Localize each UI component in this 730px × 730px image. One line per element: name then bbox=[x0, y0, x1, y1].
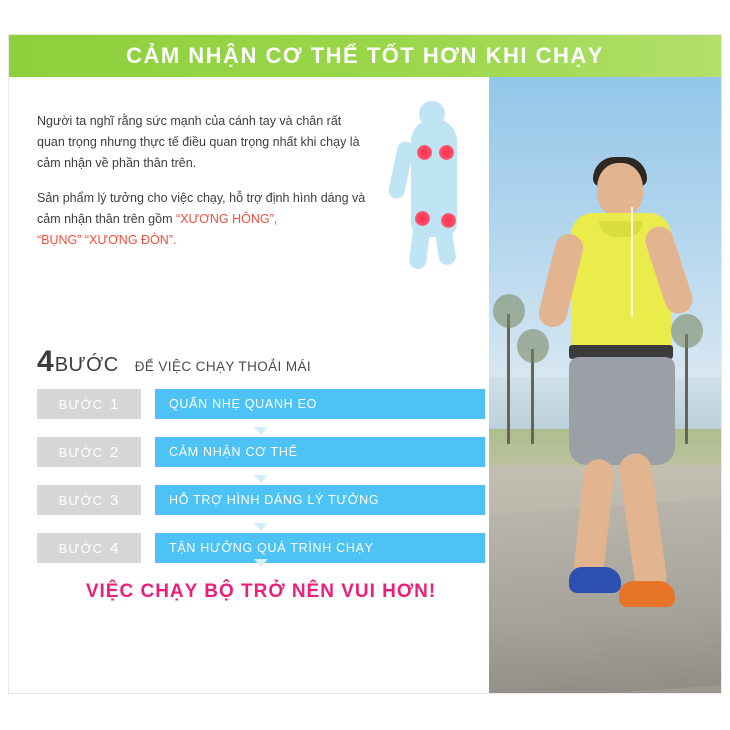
runner-shorts bbox=[569, 357, 675, 465]
down-arrow-icon bbox=[254, 427, 268, 435]
final-message: VIỆC CHẠY BỘ TRỞ NÊN VUI HƠN! bbox=[85, 581, 437, 602]
body-area bbox=[9, 77, 721, 694]
runner-head bbox=[597, 163, 643, 217]
step-badge-number: 1 bbox=[109, 395, 120, 413]
step-badge-label: BƯỚC bbox=[58, 492, 103, 508]
intro-paragraph-2 bbox=[37, 188, 367, 251]
step-badge-3 bbox=[37, 485, 141, 515]
content-card bbox=[8, 34, 722, 694]
step-badge-4 bbox=[37, 533, 141, 563]
step-badge-number: 3 bbox=[109, 491, 120, 509]
step-badge-number: 2 bbox=[109, 443, 120, 461]
down-arrow-icon bbox=[254, 559, 268, 567]
runner-leg-left bbox=[573, 458, 615, 580]
intro-text-block bbox=[37, 111, 367, 265]
pain-point-icon bbox=[441, 213, 456, 228]
page-title: CẢM NHẬN CƠ THỂ TỐT HƠN KHI CHẠY bbox=[126, 43, 604, 68]
steps-count-word: BƯỚC bbox=[54, 354, 119, 376]
step-text-3: HỖ TRỢ HÌNH DÁNG LÝ TƯỞNG bbox=[155, 485, 485, 515]
intro-paragraph-2-lead: Sản phẩm lý tưởng cho việc chạy, hỗ trợ định hình dáng và cảm nhận thân trên gồm bbox=[37, 191, 366, 226]
header-banner bbox=[9, 35, 721, 77]
body-silhouette-icon bbox=[385, 101, 495, 261]
steps-count: 4 bbox=[37, 345, 54, 378]
runner-leg-right bbox=[617, 451, 668, 594]
runner-photo bbox=[489, 77, 721, 694]
runner-shoe-left bbox=[569, 567, 621, 593]
step-badge-label: BƯỚC bbox=[58, 396, 103, 412]
step-badge-label: BƯỚC bbox=[58, 444, 103, 460]
silhouette-leg-left bbox=[408, 224, 430, 270]
steps-subtitle: ĐỂ VIỆC CHẠY THOẢI MÁI bbox=[134, 359, 312, 374]
step-row bbox=[37, 437, 485, 467]
pain-point-icon bbox=[439, 145, 454, 160]
tree-icon bbox=[531, 349, 534, 444]
tree-icon bbox=[507, 314, 510, 444]
runner-shoe-right bbox=[619, 581, 675, 607]
steps-list bbox=[37, 389, 485, 581]
steps-heading bbox=[37, 347, 311, 377]
intro-paragraph-1: Người ta nghĩ rằng sức mạnh của cánh tay và chân rất quan trọng nhưng thực tế điều quan trọng nhất khi chạy là cảm nhận về phần thân trên. bbox=[37, 114, 360, 170]
step-badge-1 bbox=[37, 389, 141, 419]
step-row bbox=[37, 389, 485, 419]
step-text-4: TẬN HƯỞNG QUÁ TRÌNH CHẠY bbox=[155, 533, 485, 563]
runner-figure bbox=[535, 163, 705, 683]
down-arrow-icon bbox=[254, 475, 268, 483]
step-text-2: CẢM NHẬN CƠ THỂ bbox=[155, 437, 485, 467]
step-row bbox=[37, 485, 485, 515]
pain-point-icon bbox=[415, 211, 430, 226]
earphone-cable-icon bbox=[631, 207, 633, 317]
down-arrow-icon bbox=[254, 523, 268, 531]
highlight-abdomen-collarbone: “BỤNG” “XƯƠNG ĐÒN”. bbox=[37, 233, 177, 247]
step-badge-label: BƯỚC bbox=[58, 540, 103, 556]
step-badge-2 bbox=[37, 437, 141, 467]
final-message-block bbox=[37, 581, 485, 603]
highlight-hip: “XƯƠNG HÔNG”, bbox=[175, 212, 278, 226]
pain-point-icon bbox=[417, 145, 432, 160]
left-content bbox=[9, 77, 507, 694]
step-text-1: QUẤN NHẸ QUANH EO bbox=[155, 389, 485, 419]
step-badge-number: 4 bbox=[109, 539, 120, 557]
